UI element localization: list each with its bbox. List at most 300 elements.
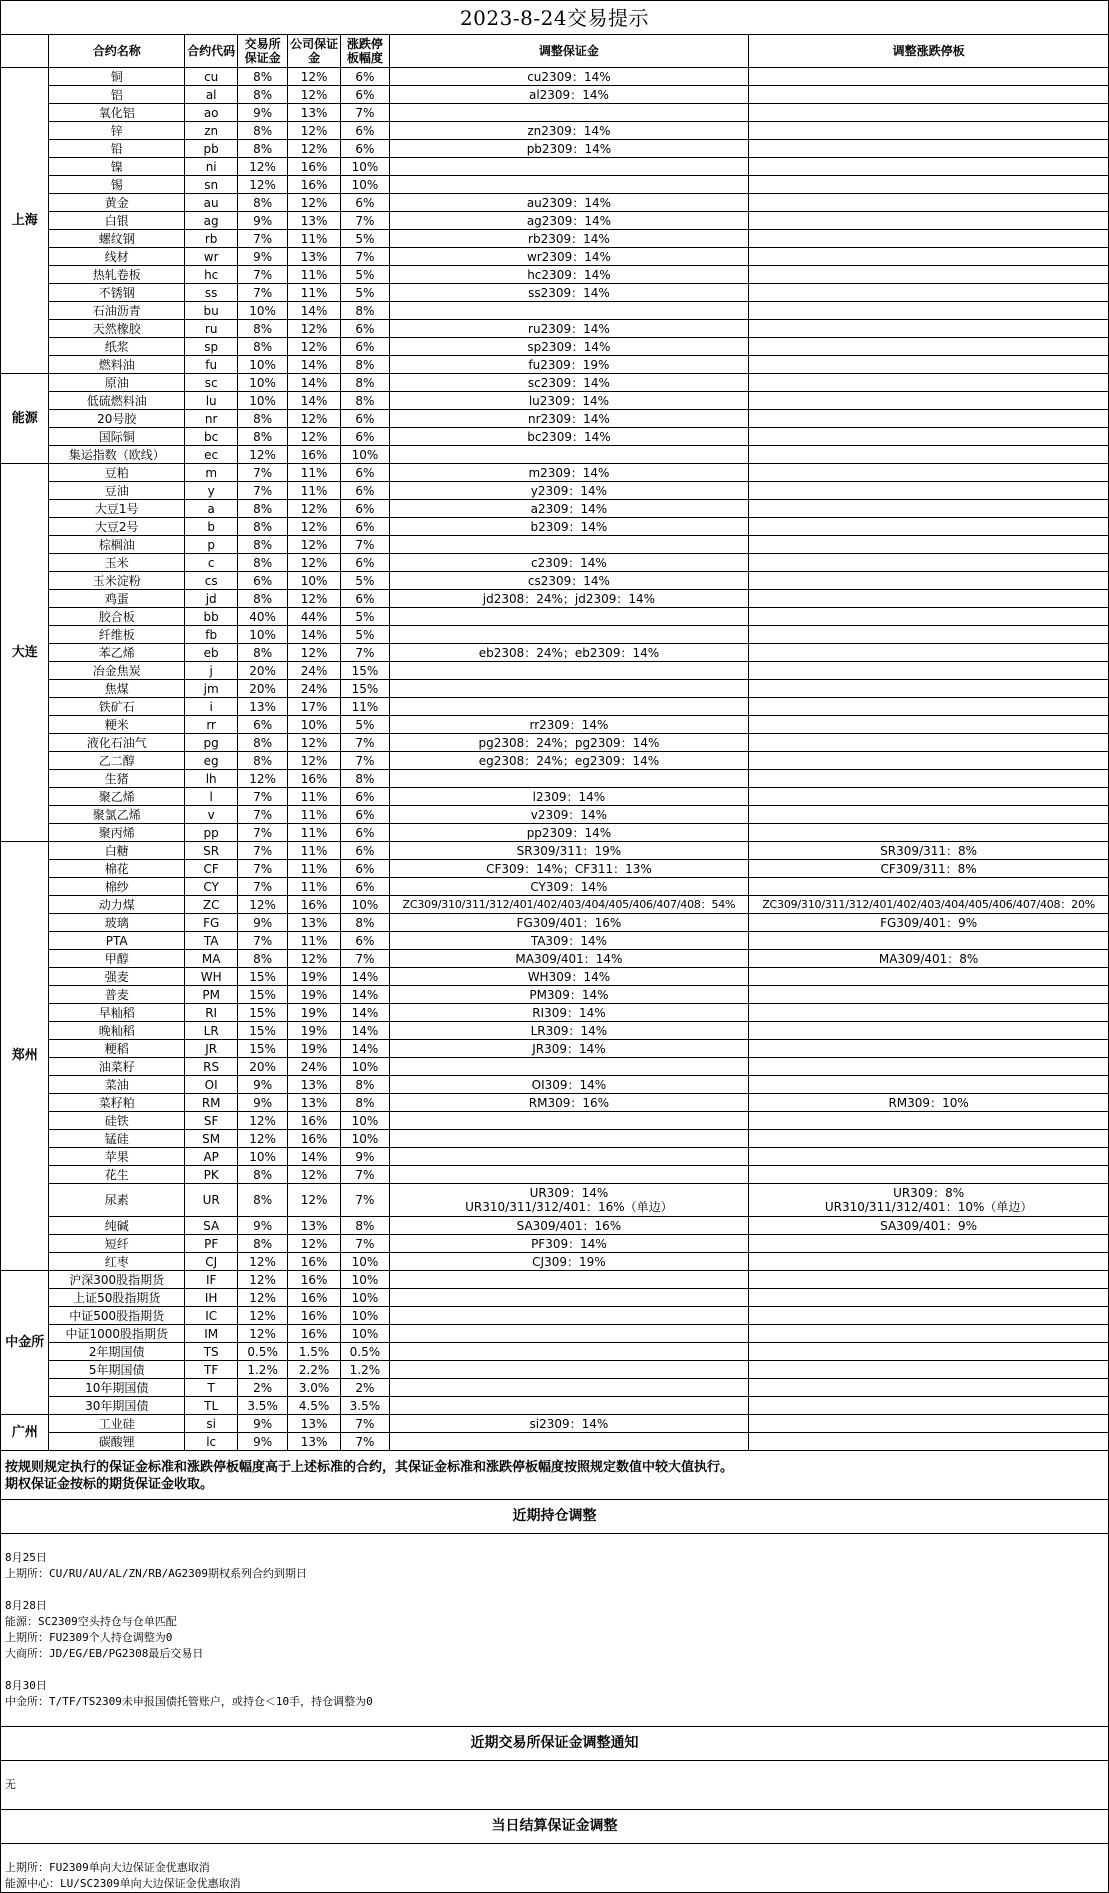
company-margin-cell: 19%	[287, 968, 340, 986]
table-row	[1, 932, 1109, 950]
adjusted-margin-cell: a2309：14%	[389, 500, 749, 518]
adjusted-margin-cell	[389, 1112, 749, 1130]
contract-code-cell: y	[185, 482, 238, 500]
limit-range-cell: 10%	[341, 1130, 389, 1148]
adjusted-limit-cell	[749, 770, 1109, 788]
adjusted-limit-cell	[749, 1022, 1109, 1040]
company-margin-cell: 11%	[287, 482, 340, 500]
company-margin-cell: 14%	[287, 1148, 340, 1166]
table-row	[1, 716, 1109, 734]
company-margin-cell: 16%	[287, 176, 340, 194]
table-row	[1, 1166, 1109, 1184]
company-margin-cell: 16%	[287, 1112, 340, 1130]
limit-range-cell: 10%	[341, 446, 389, 464]
header-exchange	[1, 35, 49, 68]
table-row	[1, 68, 1109, 86]
table-row	[1, 212, 1109, 230]
exchange-margin-cell: 15%	[238, 986, 288, 1004]
exchange-margin-cell: 8%	[238, 140, 288, 158]
contract-code-cell: rb	[185, 230, 238, 248]
exchange-margin-cell: 7%	[238, 464, 288, 482]
adjusted-limit-cell	[749, 1040, 1109, 1058]
contract-code-cell: jm	[185, 680, 238, 698]
exchange-cell: 能源	[1, 374, 49, 464]
table-row	[1, 338, 1109, 356]
exchange-margin-cell: 12%	[238, 1307, 288, 1325]
company-margin-cell: 14%	[287, 374, 340, 392]
contract-name-cell: 短纤	[49, 1235, 185, 1253]
adjusted-limit-cell	[749, 698, 1109, 716]
company-margin-cell: 24%	[287, 1058, 340, 1076]
contract-code-cell: TL	[185, 1397, 238, 1415]
contract-name-cell: 玉米淀粉	[49, 572, 185, 590]
adjusted-margin-cell: rb2309：14%	[389, 230, 749, 248]
limit-range-cell: 6%	[341, 518, 389, 536]
contract-name-cell: 强麦	[49, 968, 185, 986]
limit-range-cell: 6%	[341, 860, 389, 878]
limit-range-cell: 14%	[341, 1022, 389, 1040]
table-row	[1, 464, 1109, 482]
adjusted-margin-cell: lu2309：14%	[389, 392, 749, 410]
adjusted-limit-cell	[749, 500, 1109, 518]
exchange-margin-cell: 9%	[238, 212, 288, 230]
limit-range-cell: 6%	[341, 500, 389, 518]
contract-code-cell: si	[185, 1415, 238, 1433]
contract-name-cell: 低硫燃料油	[49, 392, 185, 410]
adjusted-limit-cell	[749, 1415, 1109, 1433]
adjusted-limit-cell	[749, 1433, 1109, 1451]
adjusted-margin-cell	[389, 302, 749, 320]
table-row	[1, 986, 1109, 1004]
contract-code-cell: RI	[185, 1004, 238, 1022]
limit-range-cell: 9%	[341, 1148, 389, 1166]
adjusted-margin-cell: v2309：14%	[389, 806, 749, 824]
adjusted-limit-cell	[749, 1361, 1109, 1379]
company-margin-cell: 11%	[287, 284, 340, 302]
adjusted-limit-cell	[749, 1076, 1109, 1094]
exchange-margin-cell: 12%	[238, 896, 288, 914]
table-row	[1, 284, 1109, 302]
limit-range-cell: 10%	[341, 176, 389, 194]
adjusted-limit-cell	[749, 320, 1109, 338]
company-margin-cell: 16%	[287, 770, 340, 788]
company-margin-cell: 13%	[287, 1433, 340, 1451]
adjusted-margin-cell: UR309：14% UR310/311/312/401：16%（单边）	[389, 1184, 749, 1217]
adjusted-limit-cell	[749, 644, 1109, 662]
table-row	[1, 1343, 1109, 1361]
table-body	[1, 68, 1109, 1451]
header-exchange-margin: 交易所保证金	[238, 35, 288, 68]
table-row	[1, 176, 1109, 194]
table-row	[1, 968, 1109, 986]
contract-code-cell: nr	[185, 410, 238, 428]
adjusted-margin-cell: PF309：14%	[389, 1235, 749, 1253]
exchange-cell: 郑州	[1, 842, 49, 1271]
margin-notice-body	[0, 1761, 1109, 1809]
section-line	[5, 1662, 1104, 1678]
table-row	[1, 1148, 1109, 1166]
contract-name-cell: 菜籽粕	[49, 1094, 185, 1112]
table-row	[1, 446, 1109, 464]
table-row	[1, 158, 1109, 176]
adjusted-limit-cell	[749, 68, 1109, 86]
adjusted-limit-cell	[749, 1166, 1109, 1184]
adjusted-margin-cell: al2309：14%	[389, 86, 749, 104]
contract-code-cell: b	[185, 518, 238, 536]
adjusted-margin-cell: pb2309：14%	[389, 140, 749, 158]
section-line	[5, 1844, 1104, 1860]
table-row	[1, 806, 1109, 824]
contract-name-cell: 锡	[49, 176, 185, 194]
adjusted-limit-cell	[749, 752, 1109, 770]
company-margin-cell: 12%	[287, 554, 340, 572]
contract-name-cell: 锰硅	[49, 1130, 185, 1148]
contract-name-cell: 纯碱	[49, 1217, 185, 1235]
exchange-margin-cell: 10%	[238, 626, 288, 644]
exchange-margin-cell: 7%	[238, 932, 288, 950]
contract-code-cell: l	[185, 788, 238, 806]
contract-code-cell: sp	[185, 338, 238, 356]
contract-name-cell: 冶金焦炭	[49, 662, 185, 680]
contract-code-cell: CY	[185, 878, 238, 896]
contract-name-cell: 30年期国债	[49, 1397, 185, 1415]
company-margin-cell: 12%	[287, 410, 340, 428]
contract-code-cell: ZC	[185, 896, 238, 914]
company-margin-cell: 13%	[287, 1415, 340, 1433]
contract-name-cell: 燃料油	[49, 356, 185, 374]
exchange-margin-cell: 8%	[238, 338, 288, 356]
exchange-margin-cell: 8%	[238, 1184, 288, 1217]
contract-name-cell: 动力煤	[49, 896, 185, 914]
exchange-margin-cell: 2%	[238, 1379, 288, 1397]
contract-name-cell: 5年期国债	[49, 1361, 185, 1379]
company-margin-cell: 12%	[287, 320, 340, 338]
contract-code-cell: PK	[185, 1166, 238, 1184]
table-row	[1, 230, 1109, 248]
table-row	[1, 698, 1109, 716]
limit-range-cell: 6%	[341, 338, 389, 356]
company-margin-cell: 11%	[287, 824, 340, 842]
contract-code-cell: bc	[185, 428, 238, 446]
contract-code-cell: bu	[185, 302, 238, 320]
adjusted-margin-cell	[389, 608, 749, 626]
limit-range-cell: 7%	[341, 734, 389, 752]
limit-range-cell: 7%	[341, 536, 389, 554]
adjusted-margin-cell: WH309：14%	[389, 968, 749, 986]
contract-code-cell: ni	[185, 158, 238, 176]
header-contract-name: 合约名称	[49, 35, 185, 68]
table-row	[1, 1217, 1109, 1235]
contract-code-cell: CF	[185, 860, 238, 878]
contract-name-cell: 白糖	[49, 842, 185, 860]
limit-range-cell: 7%	[341, 1433, 389, 1451]
adjusted-limit-cell	[749, 590, 1109, 608]
header-adjusted-margin: 调整保证金	[389, 35, 749, 68]
adjusted-limit-cell: SR309/311：8%	[749, 842, 1109, 860]
exchange-cell: 中金所	[1, 1271, 49, 1415]
adjusted-margin-cell	[389, 1397, 749, 1415]
exchange-margin-cell: 7%	[238, 824, 288, 842]
contract-code-cell: SM	[185, 1130, 238, 1148]
contract-name-cell: 棕榈油	[49, 536, 185, 554]
adjusted-margin-cell: y2309：14%	[389, 482, 749, 500]
contract-code-cell: rr	[185, 716, 238, 734]
page-title: 2023-8-24交易提示	[1, 1, 1109, 35]
section-line: 无	[5, 1778, 16, 1791]
contract-code-cell: m	[185, 464, 238, 482]
exchange-margin-cell: 9%	[238, 1217, 288, 1235]
limit-range-cell: 6%	[341, 86, 389, 104]
contract-name-cell: 10年期国债	[49, 1379, 185, 1397]
section-line: 上期所：FU2309个人持仓调整为0	[5, 1631, 173, 1644]
adjusted-margin-cell: SA309/401：16%	[389, 1217, 749, 1235]
adjusted-margin-cell: hc2309：14%	[389, 266, 749, 284]
contract-name-cell: 油菜籽	[49, 1058, 185, 1076]
limit-range-cell: 11%	[341, 698, 389, 716]
header-row	[1, 35, 1109, 68]
contract-name-cell: 尿素	[49, 1184, 185, 1217]
company-margin-cell: 12%	[287, 950, 340, 968]
limit-range-cell: 6%	[341, 554, 389, 572]
adjusted-limit-cell	[749, 410, 1109, 428]
exchange-margin-cell: 7%	[238, 860, 288, 878]
table-row	[1, 500, 1109, 518]
adjusted-margin-cell: LR309：14%	[389, 1022, 749, 1040]
table-row	[1, 572, 1109, 590]
adjusted-limit-cell: MA309/401：8%	[749, 950, 1109, 968]
limit-range-cell: 6%	[341, 68, 389, 86]
contract-code-cell: cu	[185, 68, 238, 86]
adjusted-limit-cell	[749, 374, 1109, 392]
section-line	[5, 1534, 1104, 1550]
exchange-margin-cell: 7%	[238, 842, 288, 860]
exchange-margin-cell: 12%	[238, 1325, 288, 1343]
adjusted-margin-cell	[389, 1148, 749, 1166]
company-margin-cell: 16%	[287, 158, 340, 176]
contract-name-cell: 黄金	[49, 194, 185, 212]
limit-range-cell: 6%	[341, 194, 389, 212]
exchange-margin-cell: 8%	[238, 428, 288, 446]
limit-range-cell: 10%	[341, 1325, 389, 1343]
contract-name-cell: 晚籼稻	[49, 1022, 185, 1040]
contract-name-cell: 原油	[49, 374, 185, 392]
exchange-margin-cell: 8%	[238, 536, 288, 554]
contract-code-cell: ss	[185, 284, 238, 302]
limit-range-cell: 7%	[341, 212, 389, 230]
contract-name-cell: 热轧卷板	[49, 266, 185, 284]
contract-name-cell: 国际铜	[49, 428, 185, 446]
limit-range-cell: 10%	[341, 158, 389, 176]
company-margin-cell: 11%	[287, 230, 340, 248]
table-row	[1, 1184, 1109, 1217]
table-row	[1, 1379, 1109, 1397]
table-row	[1, 86, 1109, 104]
adjusted-margin-cell: sp2309：14%	[389, 338, 749, 356]
adjusted-margin-cell: pp2309：14%	[389, 824, 749, 842]
contract-code-cell: SA	[185, 1217, 238, 1235]
company-margin-cell: 12%	[287, 500, 340, 518]
limit-range-cell: 5%	[341, 608, 389, 626]
contract-name-cell: 聚氯乙烯	[49, 806, 185, 824]
adjusted-limit-cell: CF309/311：8%	[749, 860, 1109, 878]
adjusted-margin-cell: CF309：14%；CF311：13%	[389, 860, 749, 878]
adjusted-margin-cell: ZC309/310/311/312/401/402/403/404/405/406/407/408：54%	[389, 896, 749, 914]
contract-name-cell: 铅	[49, 140, 185, 158]
adjusted-limit-cell: RM309：10%	[749, 1094, 1109, 1112]
adjusted-margin-cell: rr2309：14%	[389, 716, 749, 734]
table-row	[1, 1235, 1109, 1253]
adjusted-margin-cell: fu2309：19%	[389, 356, 749, 374]
limit-range-cell: 14%	[341, 1004, 389, 1022]
adjusted-margin-cell: wr2309：14%	[389, 248, 749, 266]
exchange-margin-cell: 7%	[238, 482, 288, 500]
adjusted-limit-cell	[749, 932, 1109, 950]
adjusted-margin-cell: ag2309：14%	[389, 212, 749, 230]
company-margin-cell: 16%	[287, 1130, 340, 1148]
company-margin-cell: 12%	[287, 140, 340, 158]
contract-name-cell: 铁矿石	[49, 698, 185, 716]
exchange-margin-cell: 8%	[238, 68, 288, 86]
contract-code-cell: hc	[185, 266, 238, 284]
contract-code-cell: IC	[185, 1307, 238, 1325]
adjusted-limit-cell	[749, 1379, 1109, 1397]
adjusted-limit-cell	[749, 266, 1109, 284]
rules-note	[0, 1451, 1109, 1499]
contract-name-cell: 白银	[49, 212, 185, 230]
contract-name-cell: 锌	[49, 122, 185, 140]
table-row	[1, 320, 1109, 338]
exchange-margin-cell: 10%	[238, 1148, 288, 1166]
limit-range-cell: 6%	[341, 842, 389, 860]
exchange-margin-cell: 15%	[238, 968, 288, 986]
table-row	[1, 680, 1109, 698]
contract-code-cell: LR	[185, 1022, 238, 1040]
limit-range-cell: 6%	[341, 806, 389, 824]
contract-code-cell: OI	[185, 1076, 238, 1094]
adjusted-limit-cell	[749, 212, 1109, 230]
header-company-margin: 公司保证金	[287, 35, 340, 68]
limit-range-cell: 7%	[341, 1166, 389, 1184]
adjusted-limit-cell	[749, 1325, 1109, 1343]
section-line: 中金所：T/TF/TS2309未申报国债托管账户，或持仓＜10手，持仓调整为0	[5, 1695, 373, 1708]
limit-range-cell: 6%	[341, 320, 389, 338]
table-row	[1, 248, 1109, 266]
limit-range-cell: 6%	[341, 428, 389, 446]
adjusted-limit-cell	[749, 1253, 1109, 1271]
contract-name-cell: 镍	[49, 158, 185, 176]
adjusted-limit-cell	[749, 518, 1109, 536]
limit-range-cell: 15%	[341, 662, 389, 680]
exchange-margin-cell: 13%	[238, 698, 288, 716]
company-margin-cell: 13%	[287, 248, 340, 266]
adjusted-limit-cell	[749, 1004, 1109, 1022]
company-margin-cell: 11%	[287, 788, 340, 806]
limit-range-cell: 14%	[341, 968, 389, 986]
adjusted-margin-cell: sc2309：14%	[389, 374, 749, 392]
header-contract-code: 合约代码	[185, 35, 238, 68]
exchange-margin-cell: 6%	[238, 716, 288, 734]
adjusted-limit-cell	[749, 680, 1109, 698]
contract-code-cell: PF	[185, 1235, 238, 1253]
exchange-margin-cell: 8%	[238, 86, 288, 104]
exchange-margin-cell: 8%	[238, 590, 288, 608]
adjusted-margin-cell	[389, 1343, 749, 1361]
limit-range-cell: 6%	[341, 590, 389, 608]
table-row	[1, 356, 1109, 374]
contract-name-cell: 集运指数（欧线）	[49, 446, 185, 464]
table-row	[1, 374, 1109, 392]
adjusted-margin-cell	[389, 1166, 749, 1184]
adjusted-margin-cell	[389, 1289, 749, 1307]
company-margin-cell: 12%	[287, 68, 340, 86]
exchange-margin-cell: 3.5%	[238, 1397, 288, 1415]
contract-name-cell: 20号胶	[49, 410, 185, 428]
company-margin-cell: 11%	[287, 464, 340, 482]
adjusted-margin-cell: c2309：14%	[389, 554, 749, 572]
adjusted-limit-cell	[749, 572, 1109, 590]
exchange-margin-cell: 12%	[238, 1289, 288, 1307]
exchange-margin-cell: 12%	[238, 1271, 288, 1289]
contract-name-cell: 石油沥青	[49, 302, 185, 320]
exchange-margin-cell: 7%	[238, 284, 288, 302]
contract-code-cell: FG	[185, 914, 238, 932]
contract-name-cell: 早籼稻	[49, 1004, 185, 1022]
contract-code-cell: AP	[185, 1148, 238, 1166]
contract-code-cell: IF	[185, 1271, 238, 1289]
company-margin-cell: 13%	[287, 914, 340, 932]
contract-code-cell: eb	[185, 644, 238, 662]
table-row	[1, 860, 1109, 878]
contract-name-cell: 甲醇	[49, 950, 185, 968]
limit-range-cell: 7%	[341, 644, 389, 662]
margin-notice-title: 近期交易所保证金调整通知	[0, 1726, 1109, 1761]
exchange-margin-cell: 8%	[238, 1235, 288, 1253]
limit-range-cell: 7%	[341, 1184, 389, 1217]
exchange-margin-cell: 10%	[238, 356, 288, 374]
company-margin-cell: 16%	[287, 1325, 340, 1343]
table-row	[1, 950, 1109, 968]
adjusted-margin-cell: l2309：14%	[389, 788, 749, 806]
table-row	[1, 1397, 1109, 1415]
adjusted-margin-cell: JR309：14%	[389, 1040, 749, 1058]
contract-code-cell: eg	[185, 752, 238, 770]
adjusted-limit-cell	[749, 428, 1109, 446]
table-row	[1, 1253, 1109, 1271]
company-margin-cell: 13%	[287, 104, 340, 122]
exchange-margin-cell: 12%	[238, 1112, 288, 1130]
adjusted-margin-cell: au2309：14%	[389, 194, 749, 212]
contract-name-cell: 铜	[49, 68, 185, 86]
exchange-margin-cell: 8%	[238, 644, 288, 662]
rules-note-line: 期权保证金按标的期货保证金收取。	[5, 1477, 214, 1492]
exchange-margin-cell: 7%	[238, 266, 288, 284]
adjusted-limit-cell: UR309：8% UR310/311/312/401：10%（单边）	[749, 1184, 1109, 1217]
adjusted-limit-cell	[749, 626, 1109, 644]
limit-range-cell: 3.5%	[341, 1397, 389, 1415]
table-row	[1, 752, 1109, 770]
contract-code-cell: pb	[185, 140, 238, 158]
table-row	[1, 428, 1109, 446]
company-margin-cell: 24%	[287, 662, 340, 680]
exchange-margin-cell: 8%	[238, 554, 288, 572]
contract-name-cell: PTA	[49, 932, 185, 950]
contract-code-cell: al	[185, 86, 238, 104]
table-row	[1, 1130, 1109, 1148]
limit-range-cell: 5%	[341, 626, 389, 644]
company-margin-cell: 3.0%	[287, 1379, 340, 1397]
adjusted-margin-cell	[389, 446, 749, 464]
contract-name-cell: 鸡蛋	[49, 590, 185, 608]
